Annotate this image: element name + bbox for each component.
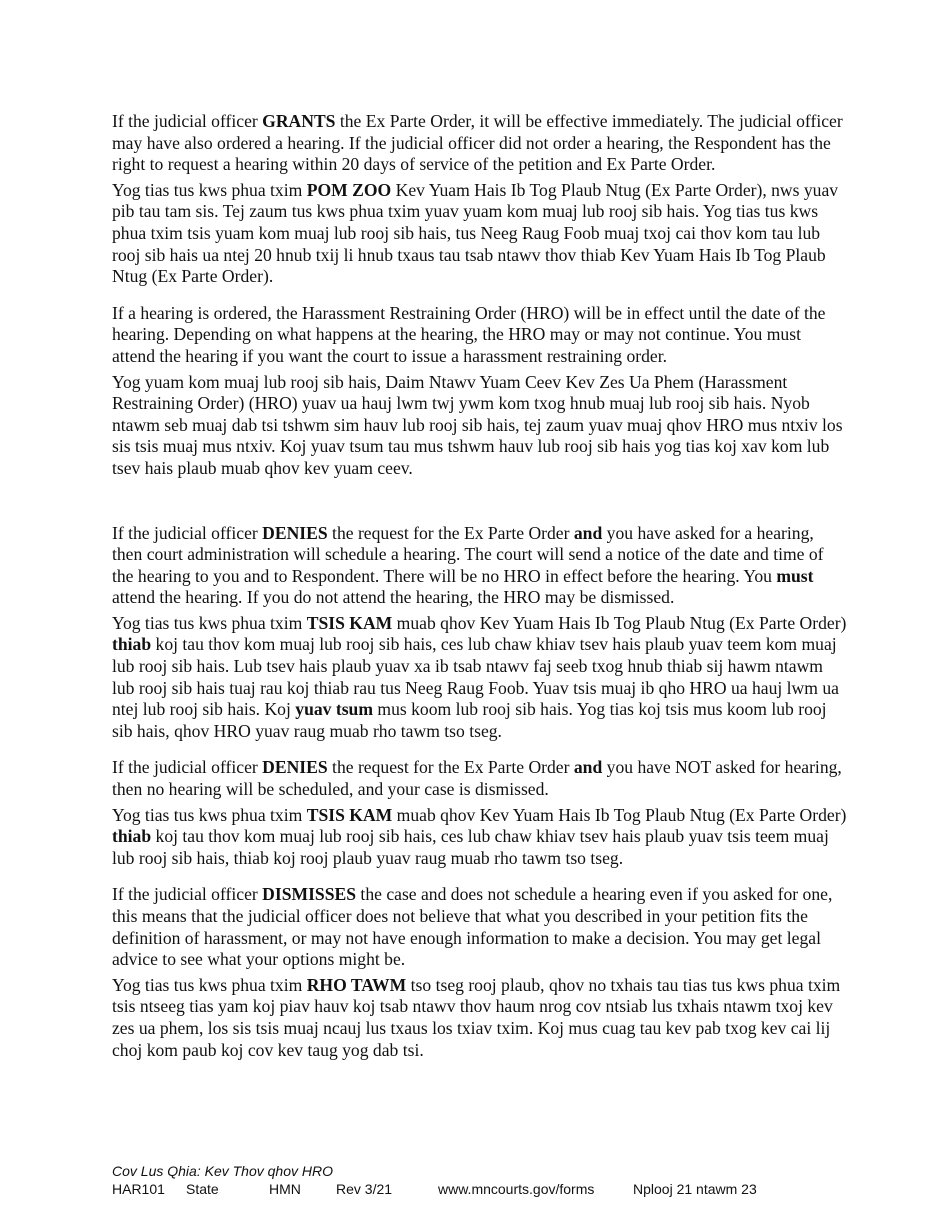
section-hearing-ordered: [112, 303, 847, 480]
document-body: [112, 111, 847, 1076]
footer-form-id: HAR101: [112, 1181, 165, 1197]
paragraph-english: If the judicial officer DENIES the request for the Ex Parte Order and you have asked for a hearing, then court administration will schedule a hearing. The court will send a notice of the date and time of the hearing to you and to Respondent. There will be no HRO in effect before the hearing. You must attend the hearing. If you do not attend the hearing, the HRO may be dismissed.: [112, 522, 824, 608]
section-dismisses: [112, 884, 847, 1061]
footer-page-number: Nplooj 21 ntawm 23: [633, 1181, 757, 1197]
paragraph-hmong: Yog tias tus kws phua txim RHO TAWM tso tseg rooj plaub, qhov no txhais tau tias tus kws phua txim tsis ntseeg tias yam koj piav hauv koj tsab ntawv thov haum nrog cov ntsiab lus txhais ntawm txoj kev zes ua phem, los sis tsis muaj ncauj lus txaus los txiav txim. Koj mus cuag tau kev pab txog kev cai lij choj kom paub koj cov kev taug yog dab tsi.: [112, 974, 841, 1060]
footer-revision: Rev 3/21: [336, 1181, 393, 1197]
section-grants: [112, 111, 847, 288]
section-spacer: [112, 495, 847, 523]
paragraph-english: If the judicial officer DISMISSES the case and does not schedule a hearing even if you asked for one, this means that the judicial officer does not believe that what you described in your petition fits the definition of harassment, or may not have enough information to make a decision. You may get legal advice to see what your options might be.: [112, 884, 833, 970]
paragraph-hmong: Yog tias tus kws phua txim TSIS KAM muab qhov Kev Yuam Hais Ib Tog Plaub Ntug (Ex Parte Order) thiab koj tau thov kom muaj lub rooj sib hais, ces lub chaw khiav tsev hais plaub yuav tsis teem muaj lub rooj sib hais, thiab koj rooj plaub yuav raug muab rho tawm tso tseg.: [112, 804, 847, 868]
section-denies-with-hearing: [112, 523, 847, 743]
paragraph-hmong: Yog tias tus kws phua txim TSIS KAM muab qhov Kev Yuam Hais Ib Tog Plaub Ntug (Ex Parte Order) thiab koj tau thov kom muaj lub rooj sib hais, ces lub chaw khiav tsev hais plaub yuav teem kom muaj lub rooj sib hais. Lub tsev hais plaub yuav xa ib tsab ntawv faj seeb txog hnub thiab sij hawm ntawm lub rooj sib hais tuaj rau koj thiab rau tus Neeg Raug Foob. Yuav tsis muaj ib qho HRO ua hauj lwm ua ntej lub rooj sib hais. Koj yuav tsum mus koom lub rooj sib hais. Yog tias koj tsis mus koom lub rooj sib hais, qhov HRO yuav raug muab rho tawm tso tseg.: [112, 612, 847, 741]
page-footer: [112, 1162, 852, 1198]
paragraph-english: If the judicial officer GRANTS the Ex Parte Order, it will be effective immediately. The judicial officer may have also ordered a hearing. If the judicial officer did not order a hearing, the Respondent has the right to request a hearing within 20 days of service of the petition and Ex Parte Order.: [112, 111, 843, 175]
section-denies-no-hearing: [112, 757, 847, 869]
footer-title: Cov Lus Qhia: Kev Thov qhov HRO: [112, 1163, 333, 1179]
footer-url-link[interactable]: www.mncourts.gov/forms: [438, 1181, 595, 1197]
paragraph-hmong: Yog tias tus kws phua txim POM ZOO Kev Yuam Hais Ib Tog Plaub Ntug (Ex Parte Order), nws yuav pib tau tam sis. Tej zaum tus kws phua txim yuav yuam kom muaj lub rooj sib hais. Yog tias tus kws phua txim tsis yuam kom muaj lub rooj sib hais, tus Neeg Raug Foob muaj txoj cai thov kom tau lub rooj sib hais ua ntej 20 hnub txij li hnub txaus tau tsab ntawv thov thiab Kev Yuam Hais Ib Tog Plaub Ntug (Ex Parte Order).: [112, 179, 839, 287]
paragraph-english: If the judicial officer DENIES the request for the Ex Parte Order and you have NOT asked for hearing, then no hearing will be scheduled, and your case is dismissed.: [112, 757, 842, 800]
footer-language: HMN: [269, 1181, 301, 1197]
footer-level: State: [186, 1181, 219, 1197]
paragraph-english: If a hearing is ordered, the Harassment Restraining Order (HRO) will be in effect until the date of the hearing. Depending on what happens at the hearing, the HRO may or may not continue. You must attend the hearing if you want the court to issue a harassment restraining order.: [112, 302, 826, 366]
paragraph-hmong: Yog yuam kom muaj lub rooj sib hais, Daim Ntawv Yuam Ceev Kev Zes Ua Phem (Harassment Restraining Order) (HRO) yuav ua hauj lwm twj ywm kom txog hnub muaj lub rooj sib hais. Nyob ntawm seb muaj dab tsi tshwm sim hauv lub rooj sib hais, tej zaum yuav muaj qhov HRO mus ntxiv los sis tsis muaj mus ntxiv. Koj yuav tsum tau mus tshwm hauv lub rooj sib hais yog tias koj xav kom lub tsev hais plaub muab qhov kev yuam ceev.: [112, 371, 843, 478]
footer-meta-row: [112, 1180, 852, 1198]
